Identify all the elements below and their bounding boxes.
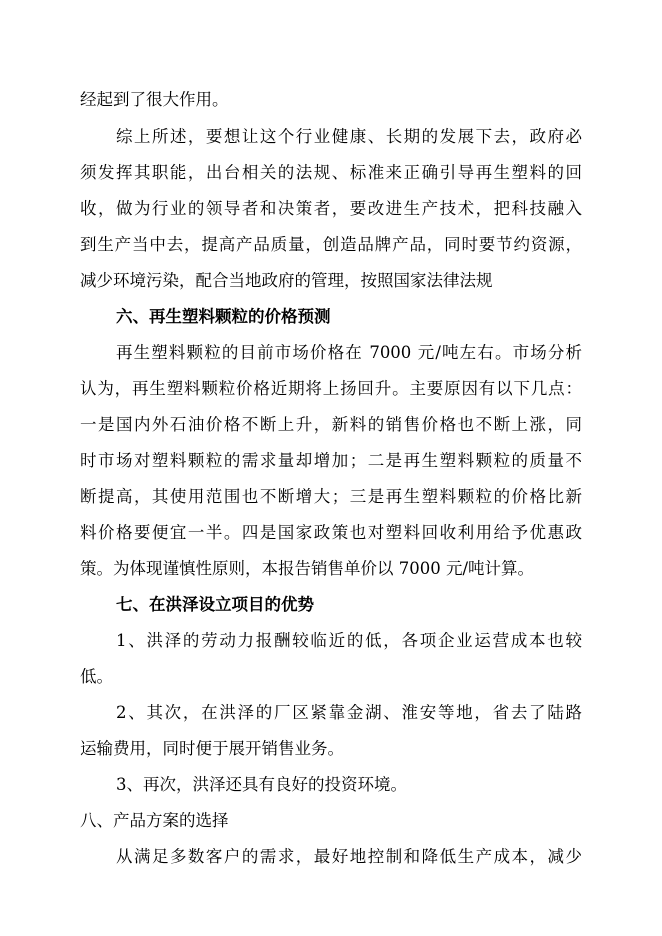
paragraph-line: 策。为体现谨慎性原则，本报告销售单价以 7000 元/吨计算。 [80,559,535,578]
paragraph-line: 收，做为行业的领导者和决策者，要改进生产技术，把科技融入 [80,199,582,218]
section-heading: 八、产品方案的选择 [80,811,229,830]
paragraph-line: 运输费用，同时便于展开销售业务。 [80,739,344,758]
paragraph-line: 须发挥其职能，出台相关的法规、标准来正确引导再生塑料的回 [80,163,582,182]
section-heading: 六、再生塑料颗粒的价格预测 [116,307,331,326]
paragraph-line: 经起到了很大作用。 [80,90,229,109]
paragraph-line: 时市场对塑料颗粒的需求量却增加；二是再生塑料颗粒的质量不 [80,451,582,470]
paragraph-line: 综上所述，要想让这个行业健康、长期的发展下去，政府必 [116,127,582,146]
paragraph-line: 认为，再生塑料颗粒价格近期将上扬回升。主要原因有以下几点： [80,379,582,398]
paragraph-line: 3、再次，洪泽还具有良好的投资环境。 [116,775,407,794]
paragraph-line: 一是国内外石油价格不断上升，新料的销售价格也不断上涨，同 [80,415,582,434]
paragraph-line: 低。 [80,667,113,686]
paragraph-line: 1、洪泽的劳动力报酬较临近的低，各项企业运营成本也较 [116,631,582,650]
paragraph-line: 减少环境污染，配合当地政府的管理，按照国家法律法规 [80,271,493,290]
paragraph-line: 2、其次，在洪泽的厂区紧靠金湖、淮安等地，省去了陆路 [116,703,582,722]
paragraph-line: 断提高，其使用范围也不断增大；三是再生塑料颗粒的价格比新 [80,487,582,506]
paragraph-line: 到生产当中去，提高产品质量，创造品牌产品，同时要节约资源， [80,235,582,254]
paragraph-line: 料价格要便宜一半。四是国家政策也对塑料回收利用给予优惠政 [80,523,582,542]
paragraph-line: 再生塑料颗粒的目前市场价格在 7000 元/吨左右。市场分析 [116,343,582,362]
section-heading: 七、在洪泽设立项目的优势 [116,595,314,614]
paragraph-line: 从满足多数客户的需求，最好地控制和降低生产成本，减少 [116,847,582,866]
